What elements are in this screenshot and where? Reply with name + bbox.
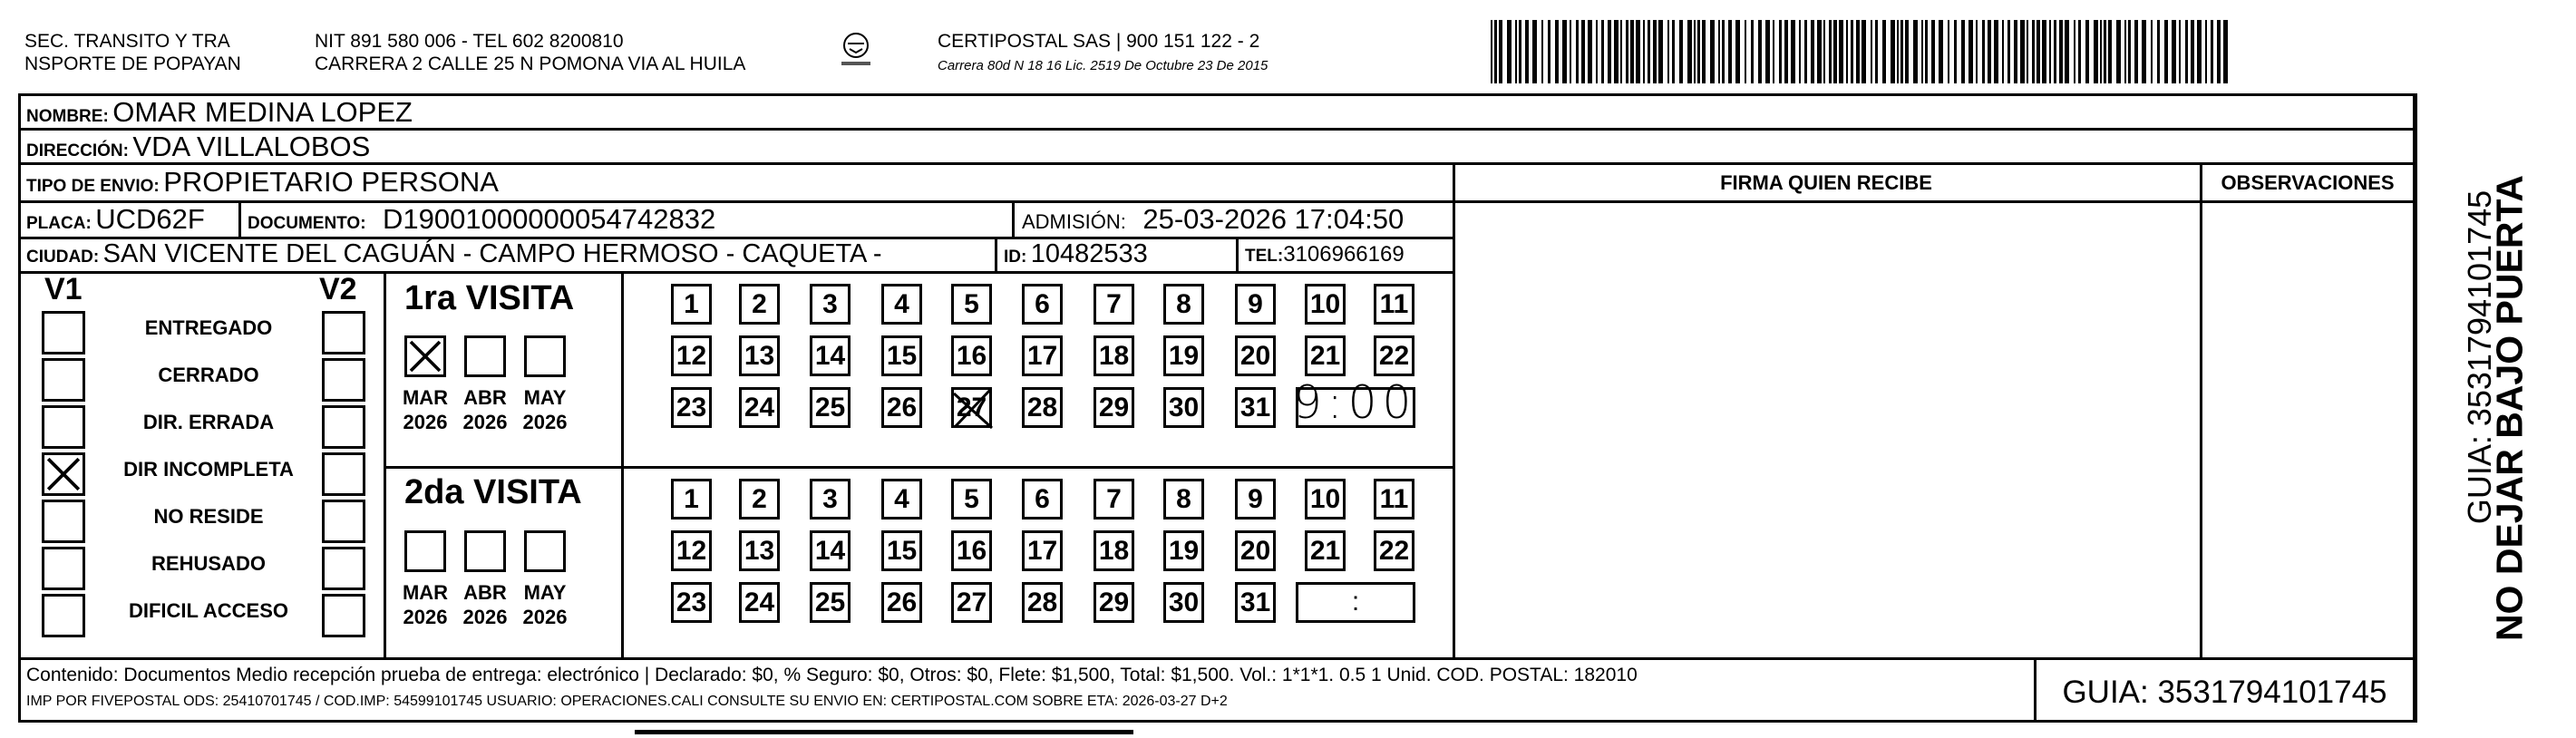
- ciudad-label: CIUDAD:: [26, 248, 100, 267]
- day-check-mark: [948, 384, 997, 433]
- visit1-day-29[interactable]: 29: [1094, 387, 1134, 428]
- visit1-day-14[interactable]: 14: [810, 335, 851, 376]
- visit1-day-19[interactable]: 19: [1163, 335, 1204, 376]
- visit1-day-23[interactable]: 23: [671, 387, 712, 428]
- v2-checkbox[interactable]: [322, 358, 365, 402]
- barcode-bar: [1620, 20, 1622, 83]
- visit2-day-6[interactable]: 6: [1022, 479, 1063, 520]
- barcode-bar: [1948, 20, 1949, 83]
- barcode-bar: [1871, 20, 1872, 83]
- barcode-bar: [2211, 20, 2213, 83]
- barcode-bar: [2036, 20, 2040, 83]
- visit2-day-25[interactable]: 25: [810, 582, 851, 623]
- ciudad-value: SAN VICENTE DEL CAGUÁN - CAMPO HERMOSO - CAQUETA -: [102, 239, 882, 268]
- barcode-bar: [1745, 20, 1746, 83]
- barcode-bar: [2157, 20, 2160, 83]
- barcode-bar: [1833, 20, 1837, 83]
- visit2-day-22[interactable]: 22: [1374, 530, 1414, 571]
- barcode-bar: [1630, 20, 1634, 83]
- visit2-day-31[interactable]: 31: [1235, 582, 1276, 623]
- barcode-bar: [1765, 20, 1770, 83]
- ciudad-row: [26, 239, 882, 269]
- barcode-bar: [1913, 20, 1918, 83]
- barcode-bar: [1735, 20, 1740, 83]
- visit2-day-12[interactable]: 12: [671, 530, 712, 571]
- visit2-month-label: MAY 2026: [522, 581, 568, 628]
- visit1-day-27[interactable]: 27: [951, 387, 992, 428]
- barcode-bar: [2116, 20, 2121, 83]
- v2-label: V2: [319, 272, 357, 306]
- documento-value: D19001000000054742832: [383, 203, 716, 235]
- col-divider: [1236, 237, 1239, 271]
- visit1-day-11[interactable]: 11: [1374, 284, 1414, 325]
- barcode-bar: [2223, 20, 2228, 83]
- visit1-day-1[interactable]: 1: [671, 284, 712, 325]
- visit1-day-9[interactable]: 9: [1235, 284, 1276, 325]
- admision-value: 25-03-2026 17:04:50: [1142, 203, 1405, 235]
- visit1-month-checkbox[interactable]: [464, 335, 506, 377]
- barcode-bar: [1976, 20, 1978, 83]
- barcode-bar: [1499, 20, 1502, 83]
- barcode-bar: [1905, 20, 1909, 83]
- visit1-day-20[interactable]: 20: [1235, 335, 1276, 376]
- barcode-bar: [1532, 20, 1537, 83]
- barcode-bar: [2164, 20, 2168, 83]
- barcode-bar: [1799, 20, 1801, 83]
- v1-checkbox[interactable]: [42, 405, 85, 449]
- barcode-bar: [1829, 20, 1832, 83]
- barcode-bar: [1643, 20, 1645, 83]
- barcode-bar: [2049, 20, 2051, 83]
- barcode-bar: [2054, 20, 2056, 83]
- barcode-bar: [2197, 20, 2202, 83]
- visit2-day-1[interactable]: 1: [671, 479, 712, 520]
- visit2-day-3[interactable]: 3: [810, 479, 851, 520]
- visit2-day-21[interactable]: 21: [1305, 530, 1346, 571]
- visit1-day-2[interactable]: 2: [739, 284, 780, 325]
- placa-value: UCD62F: [95, 203, 205, 235]
- tel-row: [1245, 242, 1405, 267]
- barcode-bar: [1525, 20, 1529, 83]
- courier-line-1: CERTIPOSTAL SAS | 900 151 122 - 2: [938, 31, 1260, 52]
- nombre-value: OMAR MEDINA LOPEZ: [112, 96, 413, 128]
- visit1-day-12[interactable]: 12: [671, 335, 712, 376]
- barcode-bar: [1588, 20, 1592, 83]
- barcode-bar: [2142, 20, 2146, 83]
- v2-checkbox[interactable]: [322, 594, 365, 637]
- row-divider: [384, 466, 1455, 469]
- barcode-bar: [1891, 20, 1895, 83]
- barcode-bar: [1773, 20, 1774, 83]
- visit1-day-15[interactable]: 15: [881, 335, 922, 376]
- visit2-month-label: ABR 2026: [462, 581, 508, 628]
- barcode-bar: [2104, 20, 2106, 83]
- barcode-bar: [1702, 20, 1706, 83]
- tipo-envio-value: PROPIETARIO PERSONA: [163, 166, 499, 198]
- visit1-month-checkbox[interactable]: [404, 335, 446, 377]
- no-dejar-warning: NO DEJAR BAJO PUERTA: [2488, 174, 2531, 642]
- visit2-day-27[interactable]: 27: [951, 582, 992, 623]
- id-label: ID:: [1004, 248, 1027, 267]
- barcode-bar: [2027, 20, 2028, 83]
- visit2-day-11[interactable]: 11: [1374, 479, 1414, 520]
- visit1-title: 1ra VISITA: [404, 279, 575, 317]
- visit2-day-19[interactable]: 19: [1163, 530, 1204, 571]
- row-divider: [18, 162, 2417, 165]
- status-label: CERRADO: [158, 364, 259, 386]
- visit1-day-25[interactable]: 25: [810, 387, 851, 428]
- barcode-bar: [1658, 20, 1663, 83]
- barcode-bar: [1925, 20, 1928, 83]
- barcode-bar: [1601, 20, 1604, 83]
- barcode-bar: [1653, 20, 1657, 83]
- barcode-bar: [1994, 20, 1998, 83]
- visit1-day-28[interactable]: 28: [1022, 387, 1063, 428]
- visit2-month-label: MAR 2026: [402, 581, 449, 628]
- visit1-day-3[interactable]: 3: [810, 284, 851, 325]
- status-label: REHUSADO: [151, 552, 266, 575]
- col-divider: [238, 200, 241, 237]
- barcode-bar: [1694, 20, 1696, 83]
- visit1-day-24[interactable]: 24: [739, 387, 780, 428]
- tel-label: TEL:: [1245, 247, 1284, 266]
- placa-row: [26, 203, 205, 236]
- v1-checkbox[interactable]: [42, 500, 85, 543]
- barcode-bar: [1608, 20, 1611, 83]
- documento-label: DOCUMENTO:: [248, 214, 366, 233]
- observaciones-label: OBSERVACIONES: [2221, 171, 2395, 194]
- barcode-bar: [2185, 20, 2188, 83]
- barcode-bar: [2085, 20, 2089, 83]
- row-divider: [18, 271, 1455, 274]
- barcode-bar: [1862, 20, 1866, 83]
- status-label: DIR. ERRADA: [142, 411, 275, 433]
- barcode-bar: [2124, 20, 2126, 83]
- col-divider: [995, 237, 997, 271]
- barcode-bar: [2108, 20, 2112, 83]
- visit2-day-16[interactable]: 16: [951, 530, 992, 571]
- col-divider: [1453, 162, 1455, 657]
- barcode-bar: [1804, 20, 1807, 83]
- barcode: [1491, 20, 2232, 83]
- barcode-bar: [1900, 20, 1903, 83]
- barcode-bar: [2094, 20, 2098, 83]
- barcode-bar: [2205, 20, 2207, 83]
- barcode-bar: [1541, 20, 1543, 83]
- documento-row: [248, 203, 715, 236]
- barcode-bar: [1823, 20, 1825, 83]
- row-divider: [18, 657, 2417, 660]
- barcode-bar: [2191, 20, 2194, 83]
- visit2-day-30[interactable]: 30: [1163, 582, 1204, 623]
- barcode-bar: [1672, 20, 1675, 83]
- visit2-day-10[interactable]: 10: [1305, 479, 1346, 520]
- visit1-day-13[interactable]: 13: [739, 335, 780, 376]
- visit1-day-26[interactable]: 26: [881, 387, 922, 428]
- visit1-day-18[interactable]: 18: [1094, 335, 1134, 376]
- barcode-bar: [2065, 20, 2069, 83]
- visit2-day-9[interactable]: 9: [1235, 479, 1276, 520]
- col-divider: [621, 271, 624, 657]
- barcode-bar: [1791, 20, 1795, 83]
- barcode-bar: [1758, 20, 1762, 83]
- barcode-bar: [1507, 20, 1512, 83]
- visit2-day-15[interactable]: 15: [881, 530, 922, 571]
- barcode-bar: [1875, 20, 1878, 83]
- barcode-bar: [1897, 20, 1899, 83]
- barcode-bar: [2074, 20, 2075, 83]
- courier-logo: [838, 31, 874, 71]
- visit1-day-21[interactable]: 21: [1305, 335, 1346, 376]
- admision-row: [1022, 203, 1404, 236]
- barcode-bar: [1614, 20, 1619, 83]
- barcode-bar: [1846, 20, 1848, 83]
- visit1-time-handwritten: 9:00: [1293, 376, 1417, 429]
- visit2-month-checkbox[interactable]: [464, 530, 506, 572]
- id-value: 10482533: [1030, 239, 1148, 268]
- visit1-day-10[interactable]: 10: [1305, 284, 1346, 325]
- barcode-bar: [1570, 20, 1571, 83]
- barcode-bar: [1555, 20, 1559, 83]
- barcode-bar: [2020, 20, 2025, 83]
- visit2-day-26[interactable]: 26: [881, 582, 922, 623]
- scan-edge: [635, 730, 1133, 734]
- v2-checkbox[interactable]: [322, 405, 365, 449]
- barcode-bar: [1811, 20, 1814, 83]
- visit2-day-2[interactable]: 2: [739, 479, 780, 520]
- admision-label: ADMISIÓN:: [1022, 210, 1126, 233]
- v2-checkbox[interactable]: [322, 311, 365, 354]
- barcode-bar: [2059, 20, 2063, 83]
- barcode-bar: [2007, 20, 2010, 83]
- visit2-day-24[interactable]: 24: [739, 582, 780, 623]
- barcode-bar: [2172, 20, 2176, 83]
- visit2-day-13[interactable]: 13: [739, 530, 780, 571]
- barcode-bar: [1667, 20, 1669, 83]
- barcode-bar: [2078, 20, 2081, 83]
- direccion-row: [26, 131, 370, 163]
- visit1-day-17[interactable]: 17: [1022, 335, 1063, 376]
- visit1-day-7[interactable]: 7: [1094, 284, 1134, 325]
- barcode-bar: [1648, 20, 1650, 83]
- barcode-bar: [1687, 20, 1692, 83]
- tipo-envio-row: [26, 166, 499, 199]
- visit1-day-16[interactable]: 16: [951, 335, 992, 376]
- v1-checkbox[interactable]: [42, 358, 85, 402]
- visit1-month-label: MAR 2026: [402, 386, 449, 433]
- id-row: [1004, 239, 1148, 269]
- visit2-day-18[interactable]: 18: [1094, 530, 1134, 571]
- nombre-label: NOMBRE:: [26, 107, 109, 126]
- barcode-bar: [1710, 20, 1715, 83]
- barcode-bar: [2134, 20, 2138, 83]
- visit2-time-box[interactable]: :: [1296, 582, 1415, 623]
- nit-line: NIT 891 580 006 - TEL 602 8200810: [315, 31, 624, 52]
- visit2-day-14[interactable]: 14: [810, 530, 851, 571]
- visit1-day-31[interactable]: 31: [1235, 387, 1276, 428]
- barcode-bar: [1562, 20, 1567, 83]
- barcode-bar: [2151, 20, 2153, 83]
- footer-print-line: IMP POR FIVEPOSTAL ODS: 25410701745 / COD.IMP: 54599101745 USUARIO: OPERACIONES.CALI CONSULTE SU ENVIO EN: CERTIPOSTAL.COM SOBRE ETA: 2026-03-27 D+2: [26, 694, 1228, 709]
- nombre-row: [26, 96, 413, 129]
- status-label: NO RESIDE: [153, 505, 264, 528]
- barcode-bar: [1636, 20, 1640, 83]
- courier-line-2: Carrera 80d N 18 16 Lic. 2519 De Octubre 23 De 2015: [938, 58, 1269, 73]
- placa-label: PLACA:: [26, 214, 92, 233]
- v1-checkbox[interactable]: [42, 452, 85, 496]
- barcode-bar: [2014, 20, 2017, 83]
- barcode-bar: [1784, 20, 1788, 83]
- barcode-bar: [2042, 20, 2046, 83]
- col-divider: [2200, 162, 2202, 657]
- barcode-bar: [1751, 20, 1754, 83]
- barcode-bar: [1882, 20, 1886, 83]
- barcode-bar: [1968, 20, 1973, 83]
- barcode-bar: [1961, 20, 1965, 83]
- direccion-label: DIRECCIÓN:: [26, 141, 129, 160]
- barcode-bar: [1679, 20, 1683, 83]
- barcode-bar: [1839, 20, 1843, 83]
- footer-guia: GUIA: 3531794101745: [2062, 675, 2387, 710]
- visit1-day-8[interactable]: 8: [1163, 284, 1204, 325]
- barcode-bar: [1856, 20, 1860, 83]
- barcode-bar: [2217, 20, 2221, 83]
- v1-label: V1: [44, 272, 83, 306]
- firma-label: FIRMA QUIEN RECIBE: [1720, 171, 1932, 194]
- visit2-day-4[interactable]: 4: [881, 479, 922, 520]
- status-label: DIR INCOMPLETA: [123, 458, 294, 481]
- barcode-bar: [2032, 20, 2035, 83]
- barcode-bar: [1954, 20, 1957, 83]
- barcode-bar: [1515, 20, 1517, 83]
- barcode-bar: [2128, 20, 2131, 83]
- v1-checkbox[interactable]: [42, 594, 85, 637]
- barcode-bar: [1519, 20, 1521, 83]
- barcode-bar: [1851, 20, 1853, 83]
- visit2-title: 2da VISITA: [404, 473, 582, 511]
- barcode-bar: [1939, 20, 1943, 83]
- v2-checkbox[interactable]: [322, 547, 365, 590]
- address-line: CARRERA 2 CALLE 25 N POMONA VIA AL HUILA: [315, 53, 746, 74]
- visit1-month-label: MAY 2026: [522, 386, 568, 433]
- visit2-month-checkbox[interactable]: [524, 530, 566, 572]
- barcode-bar: [1576, 20, 1579, 83]
- barcode-bar: [2179, 20, 2181, 83]
- v1-checkbox[interactable]: [42, 311, 85, 354]
- col-divider: [2413, 93, 2416, 723]
- barcode-bar: [1596, 20, 1598, 83]
- barcode-bar: [1988, 20, 1991, 83]
- barcode-bar: [1697, 20, 1700, 83]
- sender-line-2: NSPORTE DE POPAYAN: [24, 53, 241, 74]
- v2-checkbox[interactable]: [322, 500, 365, 543]
- visit1-month-checkbox[interactable]: [524, 335, 566, 377]
- barcode-bar: [1626, 20, 1628, 83]
- visit2-day-7[interactable]: 7: [1094, 479, 1134, 520]
- barcode-bar: [1982, 20, 1985, 83]
- direccion-value: VDA VILLALOBOS: [132, 131, 371, 162]
- visit1-month-label: ABR 2026: [462, 386, 508, 433]
- visit2-day-17[interactable]: 17: [1022, 530, 1063, 571]
- barcode-bar: [1931, 20, 1935, 83]
- barcode-bar: [1548, 20, 1550, 83]
- barcode-bar: [1581, 20, 1585, 83]
- side-guia: GUIA: 3531794101745: [2461, 189, 2498, 525]
- barcode-bar: [1728, 20, 1732, 83]
- visit1-day-6[interactable]: 6: [1022, 284, 1063, 325]
- visit1-day-4[interactable]: 4: [881, 284, 922, 325]
- footer-content-line: Contenido: Documentos Medio recepción prueba de entrega: electrónico | Declarado: $0, % Seguro: $0, Otros: $0, Flete: $1,500, Total: $1,500. Vol.: 1*1*1. 0.5 1 Unid. COD. POSTAL: 182010: [26, 665, 1638, 685]
- barcode-bar: [1491, 20, 1492, 83]
- visit1-day-5[interactable]: 5: [951, 284, 992, 325]
- barcode-bar: [1494, 20, 1497, 83]
- visit2-day-5[interactable]: 5: [951, 479, 992, 520]
- tipo-envio-label: TIPO DE ENVIO:: [26, 177, 160, 196]
- visit2-month-checkbox[interactable]: [404, 530, 446, 572]
- visit2-day-20[interactable]: 20: [1235, 530, 1276, 571]
- visit2-day-28[interactable]: 28: [1022, 582, 1063, 623]
- col-divider: [1012, 200, 1015, 237]
- status-label: DIFICIL ACCESO: [128, 599, 288, 622]
- status-label: ENTREGADO: [144, 316, 273, 339]
- v2-checkbox[interactable]: [322, 452, 365, 496]
- v1-checkbox[interactable]: [42, 547, 85, 590]
- barcode-bar: [1718, 20, 1720, 83]
- visit2-day-23[interactable]: 23: [671, 582, 712, 623]
- visit2-day-8[interactable]: 8: [1163, 479, 1204, 520]
- tel-value: 3106966169: [1283, 242, 1405, 267]
- barcode-bar: [2002, 20, 2004, 83]
- visit2-day-29[interactable]: 29: [1094, 582, 1134, 623]
- barcode-bar: [2100, 20, 2102, 83]
- col-divider: [384, 271, 386, 657]
- barcode-bar: [1921, 20, 1923, 83]
- barcode-bar: [1817, 20, 1822, 83]
- barcode-bar: [1779, 20, 1782, 83]
- barcode-bar: [1722, 20, 1725, 83]
- visit1-day-22[interactable]: 22: [1374, 335, 1414, 376]
- sender-line-1: SEC. TRANSITO Y TRA: [24, 31, 230, 52]
- visit1-day-30[interactable]: 30: [1163, 387, 1204, 428]
